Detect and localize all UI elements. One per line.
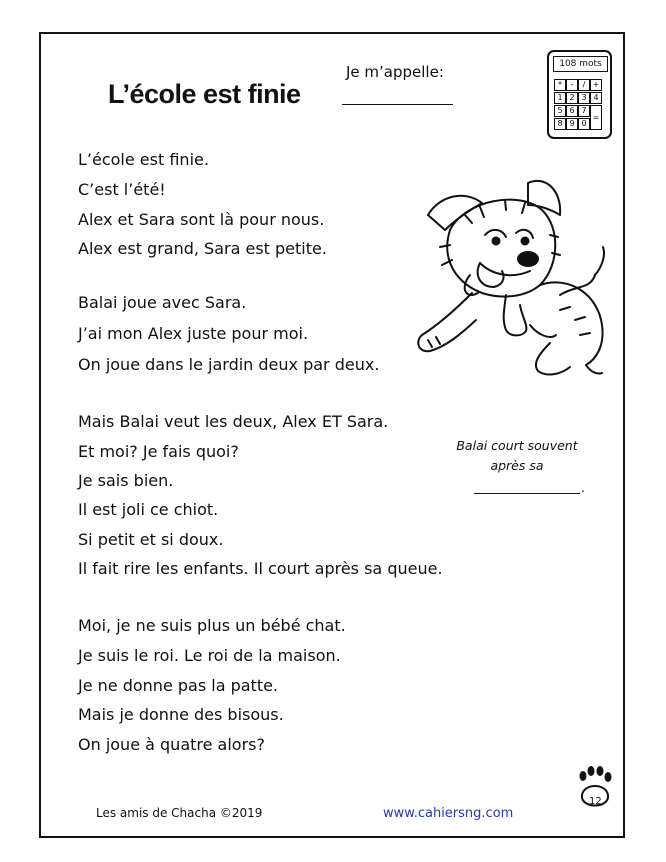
story-line: Il fait rire les enfants. Il court après sa queue. bbox=[78, 559, 443, 578]
keypad-key: * bbox=[554, 79, 566, 91]
keypad-key: 0 bbox=[578, 118, 590, 130]
story-line: Balai joue avec Sara. bbox=[78, 293, 247, 312]
story-line: Mais je donne des bisous. bbox=[78, 705, 284, 724]
keypad-key: 2 bbox=[566, 92, 578, 104]
story-line: J’ai mon Alex juste pour moi. bbox=[78, 324, 309, 343]
keypad-key: 4 bbox=[590, 92, 602, 104]
keypad-key: - bbox=[566, 79, 578, 91]
story-line: Alex et Sara sont là pour nous. bbox=[78, 210, 325, 229]
story-line: Si petit et si doux. bbox=[78, 530, 224, 549]
dog-illustration bbox=[410, 175, 610, 380]
keypad-key: 3 bbox=[578, 92, 590, 104]
name-field-line[interactable] bbox=[342, 104, 453, 105]
keypad-key: 6 bbox=[566, 105, 578, 117]
story-line: Alex est grand, Sara est petite. bbox=[78, 239, 327, 258]
caption-line-1: Balai court souvent bbox=[456, 438, 578, 453]
story-line: Je ne donne pas la patte. bbox=[78, 676, 279, 695]
page-title: L’école est finie bbox=[108, 79, 301, 109]
keypad-key: 1 bbox=[554, 92, 566, 104]
story-line: Mais Balai veut les deux, Alex ET Sara. bbox=[78, 412, 389, 431]
keypad-key: 9 bbox=[566, 118, 578, 130]
story-line: L’école est finie. bbox=[78, 150, 209, 169]
caption bbox=[452, 436, 582, 476]
word-count-label: 108 mots bbox=[553, 56, 608, 72]
name-field-label: Je m’appelle: bbox=[346, 63, 444, 81]
footer-url[interactable]: www.cahiersng.com bbox=[383, 806, 514, 821]
story-line: Il est joli ce chiot. bbox=[78, 500, 219, 519]
keypad-key: 7 bbox=[578, 105, 590, 117]
keypad-key: 5 bbox=[554, 105, 566, 117]
story-line: Je suis le roi. Le roi de la maison. bbox=[78, 646, 341, 665]
story-line: Je sais bien. bbox=[78, 471, 174, 490]
caption-end: . bbox=[581, 481, 585, 495]
keypad-key: / bbox=[578, 79, 590, 91]
story-line: Et moi? Je fais quoi? bbox=[78, 442, 239, 461]
keypad-key: + bbox=[590, 79, 602, 91]
keypad-key: 8 bbox=[554, 118, 566, 130]
caption-answer-line[interactable] bbox=[474, 493, 580, 494]
story-line: C’est l’été! bbox=[78, 180, 166, 199]
page-number: 12 bbox=[589, 796, 602, 807]
keypad-key: = bbox=[590, 105, 602, 130]
paw-print-icon bbox=[574, 765, 616, 815]
story-line: On joue à quatre alors? bbox=[78, 735, 265, 754]
footer-copyright: Les amis de Chacha ©2019 bbox=[96, 806, 263, 820]
caption-line-2: après sa bbox=[490, 458, 544, 473]
story-line: On joue dans le jardin deux par deux. bbox=[78, 355, 380, 374]
story-line: Moi, je ne suis plus un bébé chat. bbox=[78, 616, 346, 635]
calculator-icon bbox=[547, 50, 612, 139]
